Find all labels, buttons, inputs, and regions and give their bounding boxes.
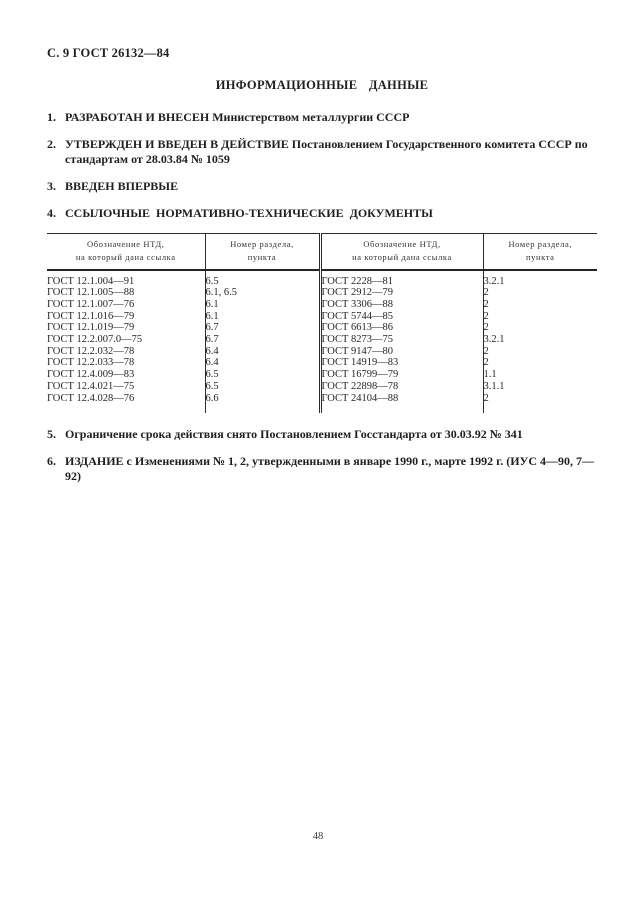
section-cell: 2 <box>483 346 597 358</box>
gost-ref-cell: ГОСТ 12.2.033—78 <box>47 357 135 369</box>
list-item-1 <box>47 110 597 125</box>
section-cell: 6.4 <box>205 357 320 369</box>
gost-ref-cell: ГОСТ 12.1.016—79 <box>47 310 135 322</box>
gost-ref-cell: ГОСТ 5744—85 <box>320 311 483 323</box>
section-cell: 3.1.1 <box>483 381 597 393</box>
section-cell: 2 <box>483 357 597 369</box>
table-row <box>47 381 597 393</box>
table-header-row <box>47 234 597 270</box>
list-item-number: 2. <box>47 137 56 151</box>
gost-ref-cell: ГОСТ 12.4.021—75 <box>47 380 135 392</box>
list-item-number: 1. <box>47 110 56 124</box>
section-cell: 6.5 <box>205 381 320 393</box>
section-cell: 2 <box>483 287 597 299</box>
gost-ref-cell: ГОСТ 6613—86 <box>320 322 483 334</box>
gost-ref-cell: ГОСТ 22898—78 <box>320 381 483 393</box>
section-cell: 2 <box>483 299 597 311</box>
column-header-ntd-right: Обозначение НТД, на который дана ссылка <box>320 234 483 270</box>
section-cell: 6.4 <box>205 346 320 358</box>
list-item-number: 6. <box>47 454 56 469</box>
section-cell: 6.5 <box>205 270 320 288</box>
list-item-text: ССЫЛОЧНЫЕ НОРМАТИВНО-ТЕХНИЧЕСКИЕ ДОКУМЕНТЫ <box>65 206 433 220</box>
references-table <box>47 233 597 413</box>
section-cell: 3.2.1 <box>483 334 597 346</box>
gost-ref-cell: ГОСТ 2228—81 <box>320 270 483 288</box>
table-row <box>47 322 597 334</box>
list-item-3 <box>47 179 597 194</box>
gost-ref-cell: ГОСТ 9147—80 <box>320 346 483 358</box>
list-item-number: 3. <box>47 179 56 193</box>
gost-ref-cell: ГОСТ 12.1.019—79 <box>47 322 135 334</box>
section-cell: 3.2.1 <box>483 270 597 288</box>
table-row <box>47 369 597 381</box>
table-row <box>47 334 597 346</box>
section-cell: 6.5 <box>205 369 320 381</box>
table-row <box>47 270 597 288</box>
list-item-2 <box>47 137 597 167</box>
section-cell: 1.1 <box>483 369 597 381</box>
gost-ref-cell: ГОСТ 12.1.004—91 <box>47 275 135 287</box>
list-item-4 <box>47 206 597 221</box>
gost-ref-cell: ГОСТ 8273—75 <box>320 334 483 346</box>
page-title: ИНФОРМАЦИОННЫЕ ДАННЫЕ <box>215 78 429 92</box>
gost-ref-cell: ГОСТ 12.2.007.0—75 <box>47 334 143 346</box>
page-number: 48 <box>312 831 324 842</box>
list-item-text: Ограничение срока действия снято Постановлением Госстандарта от 30.03.92 № 341 <box>65 427 523 442</box>
gost-ref-cell: ГОСТ 16799—79 <box>320 369 483 381</box>
section-cell: 6.7 <box>205 322 320 334</box>
section-cell: 2 <box>483 322 597 334</box>
list-item-text: РАЗРАБОТАН И ВНЕСЕН Министерством металлургии СССР <box>65 110 410 124</box>
gost-ref-cell: ГОСТ 2912—79 <box>320 287 483 299</box>
list-item-text: ВВЕДЕН ВПЕРВЫЕ <box>65 179 179 193</box>
section-cell: 2 <box>483 311 597 323</box>
list-item-number: 5. <box>47 427 56 442</box>
gost-ref-cell: ГОСТ 12.1.007—76 <box>47 298 135 310</box>
list-item-text: ИЗДАНИЕ с Изменениями № 1, 2, утвержденными в январе 1990 г., марте 1992 г. (ИУС 4—90, 7—92) <box>65 454 594 484</box>
list-item-number: 4. <box>47 206 56 220</box>
gost-ref-cell: ГОСТ 14919—83 <box>320 357 483 369</box>
list-item-6 <box>47 454 597 484</box>
gost-ref-cell: ГОСТ 12.4.028—76 <box>47 392 135 404</box>
column-header-section-left: Номер раздела, пункта <box>205 234 320 270</box>
section-cell: 6.1, 6.5 <box>205 287 320 299</box>
column-header-section-right: Номер раздела, пункта <box>483 234 597 270</box>
running-header: С. 9 ГОСТ 26132—84 <box>47 46 170 60</box>
section-cell: 6.6 <box>205 393 320 414</box>
section-cell: 2 <box>483 393 597 414</box>
gost-ref-cell: ГОСТ 12.2.032—78 <box>47 345 135 357</box>
gost-ref-cell: ГОСТ 12.1.005—88 <box>47 287 135 299</box>
table-row <box>47 346 597 358</box>
section-cell: 6.7 <box>205 334 320 346</box>
table-row <box>47 287 597 299</box>
table-row <box>47 357 597 369</box>
table-row <box>47 393 597 414</box>
list-item-text: УТВЕРЖДЕН И ВВЕДЕН В ДЕЙСТВИЕ Постановлением Государственного комитета СССР по стандартам от 28.03.84 № 1059 <box>65 137 588 166</box>
gost-ref-cell: ГОСТ 12.4.009—83 <box>47 369 135 381</box>
gost-ref-cell: ГОСТ 3306—88 <box>320 299 483 311</box>
list-item-5 <box>47 427 597 442</box>
table-row <box>47 299 597 311</box>
table-row <box>47 311 597 323</box>
gost-ref-cell: ГОСТ 24104—88 <box>320 393 483 414</box>
section-cell: 6.1 <box>205 299 320 311</box>
column-header-ntd-left: Обозначение НТД, на который дана ссылка <box>47 234 205 270</box>
section-cell: 6.1 <box>205 311 320 323</box>
